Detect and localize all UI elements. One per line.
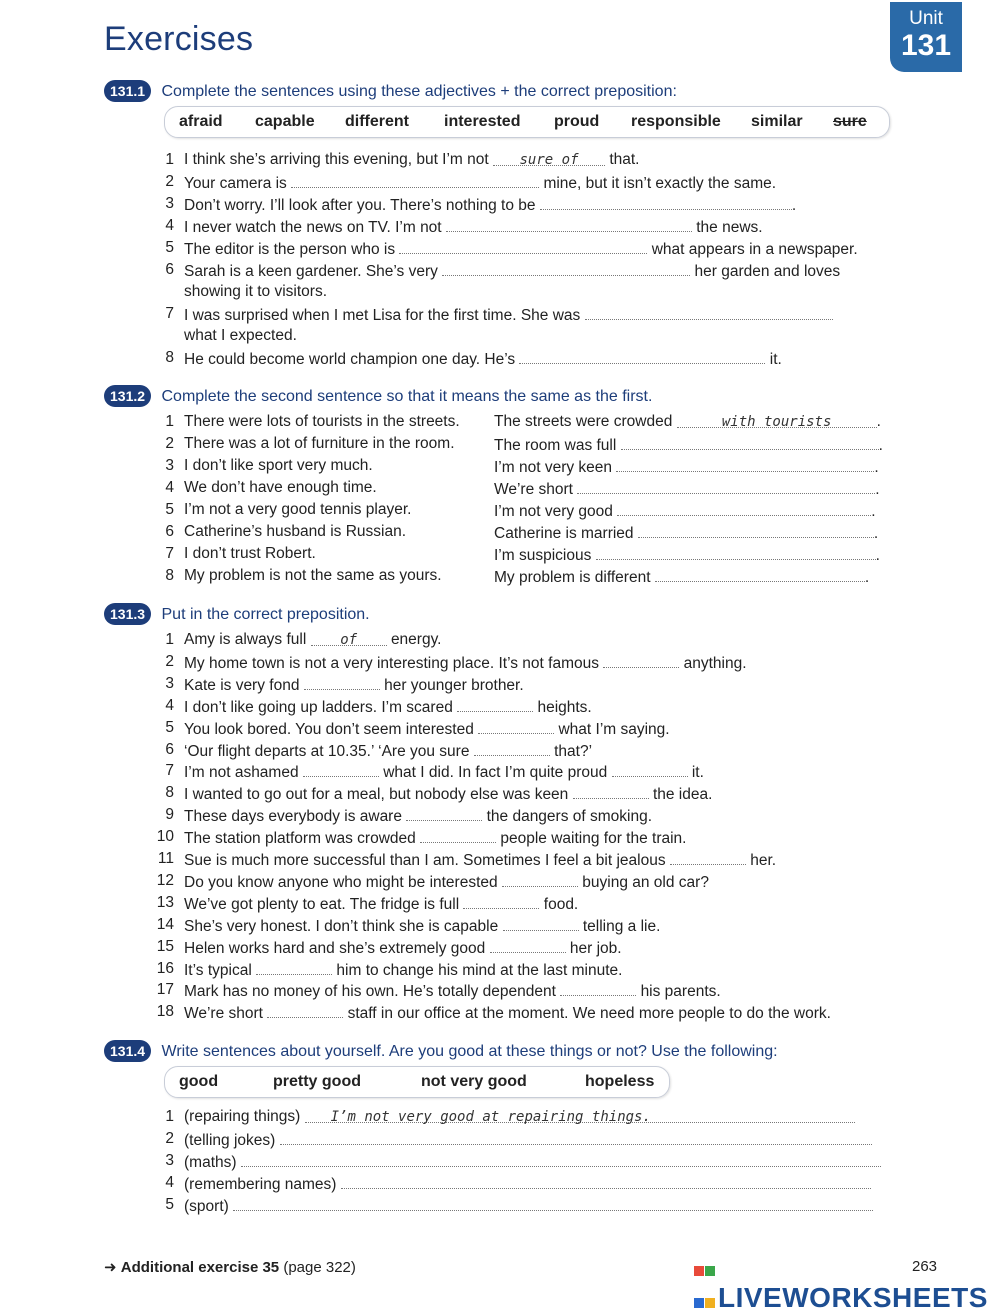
item-rewrite [494,413,881,431]
answer-blank[interactable] [305,1108,855,1123]
exercise-item [184,741,592,761]
answer-blank[interactable] [442,261,690,276]
exercise-badge: 131.3 [104,603,151,625]
item-end: . [871,503,876,520]
exercise-item [184,305,833,325]
exercise-item [184,1152,881,1172]
item-text-continued: showing it to visitors. [184,283,327,300]
item-text: Sue is much more successful than I am. Sometimes I feel a bit jealous [184,852,666,869]
item-number: 18 [156,1003,174,1021]
item-text: Mark has no money of his own. He’s totally dependent [184,983,556,1001]
item-number: 3 [165,195,174,212]
item-text: (repairing things) [184,1108,301,1125]
answer-blank[interactable] [617,501,871,516]
answer-blank[interactable] [490,938,566,953]
answer-blank[interactable] [406,806,482,821]
exercise-badge: 131.2 [104,385,151,407]
item-text: Don’t worry. I’ll look after you. There’s nothing to be [184,197,536,214]
item-rewrite [494,457,879,477]
answer-blank[interactable] [241,1152,881,1167]
item-number: 8 [165,349,174,366]
item-text: energy. [390,631,442,648]
word-option: different [345,113,409,130]
item-number: 4 [165,1174,174,1191]
item-original: I don’t trust Robert. [184,545,316,562]
item-number: 5 [165,239,174,256]
answer-blank[interactable] [291,173,539,188]
word-option: good [179,1073,219,1090]
item-number: 4 [165,696,174,714]
brand-logo-icon [694,1252,716,1274]
exercise-item [184,828,687,848]
item-text: what I’m saying. [558,720,670,738]
item-text: it. [769,351,782,368]
item-text: her garden and loves [694,263,841,280]
answer-blank[interactable] [457,697,533,712]
exercise-header [104,80,677,102]
answer-blank[interactable] [503,916,579,931]
item-text: I’m not very good [494,503,613,520]
exercise-item [184,719,670,739]
item-number: 10 [156,828,174,846]
item-text: staff in our office at the moment. We need more people to do the work. [347,1005,831,1023]
item-text: The streets were crowded [494,413,673,430]
item-number: 1 [165,631,174,648]
item-text: that. [609,151,640,168]
item-original: There were lots of tourists in the streets. [184,413,460,430]
word-option: afraid [179,113,223,130]
item-text: food. [543,895,579,913]
item-number: 14 [156,915,174,933]
exercise-item [184,916,660,936]
item-text: (telling jokes) [184,1132,276,1149]
item-text: (maths) [184,1154,237,1171]
item-end: . [875,481,880,498]
answer-blank[interactable] [304,675,380,690]
item-text: We’ve got plenty to eat. The fridge is full [184,895,460,913]
word-box [164,1066,670,1098]
exercise-item [184,981,721,1001]
exercise-item [184,784,712,804]
exercise-item [184,894,578,914]
exercise-item [184,762,704,782]
answer-blank[interactable] [677,413,877,428]
answer-blank[interactable] [519,349,765,364]
exercise-item [184,653,747,673]
word-option: similar [751,113,803,130]
item-text: I’m not ashamed [184,764,299,782]
answer-blank[interactable] [638,523,874,538]
page-number: 263 [912,1258,938,1275]
item-number: 9 [165,806,174,824]
brand-watermark [694,1252,988,1314]
item-rewrite [494,545,880,565]
exercise-item [184,675,524,695]
item-text: it. [691,764,704,782]
exercise-header [104,1040,778,1062]
answer-blank[interactable] [493,151,605,166]
exercise-header [104,603,370,625]
item-text: I wanted to go out for a meal, but nobody else was keen [184,786,569,804]
word-option: interested [444,113,521,130]
item-text: I’m suspicious [494,547,592,564]
answer-blank[interactable] [341,1174,871,1189]
link-page: (page 322) [283,1259,356,1276]
unit-label: Unit [909,8,943,29]
exercise-item [184,1174,871,1194]
item-text: (remembering names) [184,1176,337,1193]
word-option-used: sure [833,113,867,130]
item-text: I was surprised when I met Lisa for the first time. She was [184,307,581,324]
unit-number: 131 [900,29,952,62]
exercise-item [184,1108,855,1126]
answer-blank[interactable] [670,850,746,865]
item-original: We don’t have enough time. [184,479,377,496]
answer-blank[interactable] [655,567,865,582]
item-number: 5 [165,718,174,736]
word-option: hopeless [585,1073,655,1090]
exercise-item [184,1130,872,1150]
item-text: The editor is the person who is [184,241,396,258]
word-option: not very good [421,1073,527,1090]
exercise-instruction: Write sentences about yourself. Are you good at these things or not? Use the following: [161,1043,778,1060]
item-text: She’s very honest. I don’t think she is capable [184,917,499,935]
item-number: 7 [165,305,174,322]
exercise-item [184,217,763,237]
item-rewrite [494,523,878,543]
item-end: . [875,547,880,564]
item-number: 12 [156,871,174,889]
item-text: the idea. [652,786,713,804]
exercise-item [184,960,622,980]
item-text: The station platform was crowded [184,830,416,848]
answer-text: with tourists [721,414,832,430]
word-option: responsible [631,113,721,130]
answer-blank[interactable] [474,741,550,756]
answer-text: of [340,632,358,648]
answer-blank[interactable] [585,305,833,320]
brand-name: LIVEWORKSHEETS [718,1282,988,1313]
answer-blank[interactable] [540,195,792,210]
item-end: . [874,459,879,476]
item-original: I’m not a very good tennis player. [184,501,412,518]
item-end: . [864,569,870,586]
answer-blank[interactable] [280,1130,872,1145]
item-text: Do you know anyone who might be interested [184,873,498,891]
item-number: 1 [165,1108,174,1125]
exercise-item [184,1003,831,1023]
answer-blank[interactable] [233,1196,873,1211]
item-number: 1 [165,151,174,168]
item-text: Your camera is [184,175,287,192]
exercise-item [184,631,442,649]
item-text: people waiting for the train. [500,830,687,848]
answer-blank[interactable] [616,457,874,472]
item-text: I think she’s arriving this evening, but I’m not [184,151,489,168]
answer-blank[interactable] [311,631,387,646]
item-original: My problem is not the same as yours. [184,567,442,584]
item-text: I never watch the news on TV. I’m not [184,219,442,236]
item-number: 3 [165,674,174,692]
item-rewrite [494,501,876,521]
item-original: Catherine’s husband is Russian. [184,523,407,540]
additional-exercise-link[interactable] [104,1258,356,1276]
item-number: 5 [165,501,174,518]
exercise-item [184,850,776,870]
exercise-header [104,385,652,407]
item-text: mine, but it isn’t exactly the same. [543,175,777,192]
item-text: anything. [683,654,747,672]
item-end: . [873,525,879,542]
item-text: You look bored. You don’t seem interested [184,720,474,738]
exercise-item [184,261,840,281]
exercise-item [184,806,652,826]
exercise-item [184,697,592,717]
item-text: My home town is not a very interesting place. It’s not famous [184,654,599,672]
answer-blank[interactable] [573,784,649,799]
item-text: We’re short [494,481,573,498]
exercise-item [184,938,622,958]
word-option: pretty good [273,1073,361,1090]
item-text: The room was full [494,437,617,454]
item-text: Kate is very fond [184,676,300,694]
exercise-badge: 131.1 [104,80,151,102]
item-text: her. [750,852,777,869]
answer-blank[interactable] [596,545,876,560]
item-original: There was a lot of furniture in the room. [184,435,455,452]
item-number: 17 [156,981,174,999]
item-text: Helen works hard and she’s extremely good [184,939,486,957]
item-text: him to change his mind at the last minute. [336,961,623,979]
item-text: . [791,197,797,214]
item-end: . [876,413,881,430]
exercise-item [184,872,709,892]
item-number: 3 [165,1152,174,1169]
item-rewrite [494,479,880,499]
answer-blank[interactable] [267,1003,343,1018]
item-text: I don’t like going up ladders. I’m scared [184,698,453,716]
item-text: her job. [569,939,622,957]
answer-blank[interactable] [399,239,647,254]
item-number: 6 [165,523,174,540]
item-text: Catherine is married [494,525,634,542]
item-number: 5 [165,1196,174,1213]
item-number: 13 [156,893,174,911]
item-text: He could become world champion one day. He’s [184,351,516,368]
answer-blank[interactable] [612,762,688,777]
answer-blank[interactable] [577,479,875,494]
word-option: capable [255,113,315,130]
answer-blank[interactable] [446,217,692,232]
exercise-item [184,349,782,369]
item-text: that?’ [554,742,593,760]
page-title: Exercises [104,20,254,58]
item-number: 8 [165,567,174,584]
exercise-item [184,173,776,193]
answer-text: sure of [519,152,579,168]
item-number: 2 [165,1130,174,1147]
item-number: 11 [157,850,174,867]
item-number: 6 [165,740,174,758]
item-text: (sport) [184,1198,229,1215]
item-number: 7 [165,762,174,780]
item-number: 1 [165,413,174,430]
answer-blank[interactable] [463,894,539,909]
item-text: what I did. In fact I’m quite proud [383,764,608,782]
item-text: I’m not very keen [494,459,613,476]
item-text: what appears in a newspaper. [651,241,858,258]
answer-blank[interactable] [303,762,379,777]
item-number: 2 [165,435,174,452]
item-text: telling a lie. [582,917,661,935]
item-number: 15 [156,937,174,955]
item-text: heights. [537,698,592,716]
item-number: 2 [165,173,174,190]
answer-text: I’m not very good at repairing things. [330,1109,651,1125]
item-text: her younger brother. [384,676,524,694]
item-text-continued: what I expected. [184,327,297,344]
item-original: I don’t like sport very much. [184,457,373,474]
item-number: 6 [165,261,174,278]
exercise-item [184,239,858,259]
item-number: 7 [165,545,174,562]
exercise-item [184,151,640,169]
item-rewrite [494,435,883,455]
item-text: his parents. [640,983,721,1001]
item-text: buying an old car? [582,873,709,891]
item-text: My problem is different [494,569,651,586]
item-number: 8 [165,784,174,802]
item-text: It’s typical [184,961,252,979]
exercise-item [184,195,796,215]
item-rewrite [494,567,869,587]
word-option: proud [554,113,600,130]
answer-blank[interactable] [478,719,554,734]
item-text: These days everybody is aware [184,808,402,826]
item-number: 16 [156,959,174,977]
exercise-badge: 131.4 [104,1040,151,1062]
item-number: 2 [165,652,174,670]
answer-blank[interactable] [502,872,578,887]
answer-blank[interactable] [420,828,496,843]
item-text: the dangers of smoking. [486,808,653,826]
unit-tab [890,2,962,72]
item-text: Amy is always full [184,631,307,648]
exercise-item [184,1196,873,1216]
answer-blank[interactable] [256,960,332,975]
arrow-right-icon: ➜ [104,1259,117,1276]
item-number: 4 [165,479,174,496]
item-text: We’re short [184,1005,263,1023]
item-text: the news. [696,219,763,236]
answer-blank[interactable] [560,981,636,996]
item-text: ‘Our flight departs at 10.35.’ ‘Are you sure [184,742,470,760]
item-number: 4 [165,217,174,234]
item-number: 3 [165,457,174,474]
word-box [164,106,890,138]
item-end: . [878,437,883,454]
answer-blank[interactable] [603,653,679,668]
item-text: Sarah is a keen gardener. She’s very [184,263,438,280]
exercise-instruction: Complete the second sentence so that it means the same as the first. [161,388,653,405]
exercise-instruction: Put in the correct preposition. [161,606,370,623]
link-label: Additional exercise 35 [120,1259,280,1276]
exercise-instruction: Complete the sentences using these adjectives + the correct preposition: [161,83,677,100]
answer-blank[interactable] [621,435,879,450]
